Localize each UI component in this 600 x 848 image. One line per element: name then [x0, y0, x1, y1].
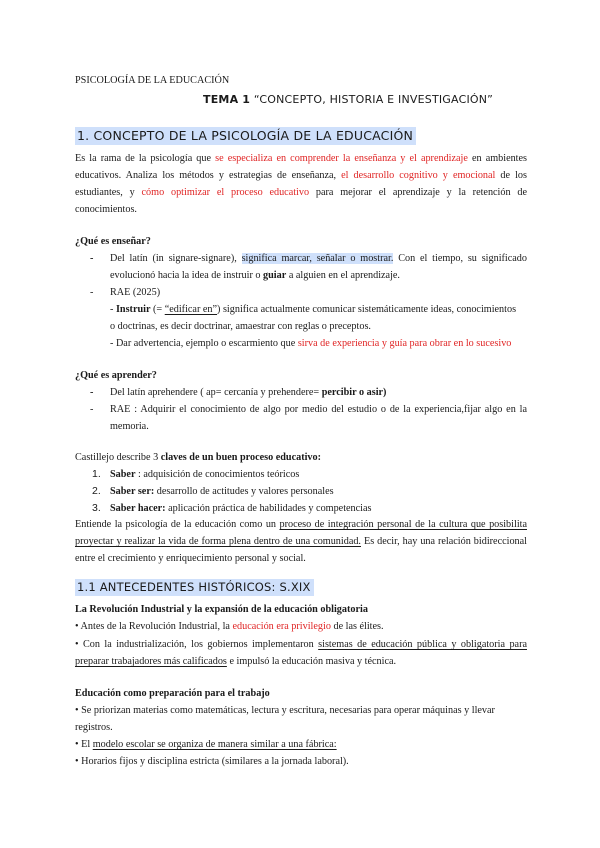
highlight-red: el desarrollo cognitivo y emocional	[341, 170, 496, 181]
intro-line-1	[75, 153, 527, 165]
rae-title: RAE (2025)	[110, 287, 161, 298]
underlined-text: sistemas de educación pública y obligatoria para	[318, 639, 527, 650]
text: ) significa actualmente comunicar sistemáticamente ideas, conocimientos	[217, 304, 517, 315]
text: -	[110, 304, 116, 315]
dash-bullet: -	[90, 253, 94, 264]
trabajo-bullet-1-line-1: • Se priorizan materias como matemáticas, lectura y escritura, necesarias para operar máquinas y llevar	[75, 705, 495, 716]
trabajo-bullet-2	[75, 739, 337, 751]
question-aprender: ¿Qué es aprender?	[75, 370, 157, 381]
revolution-title: La Revolución Industrial y la expansión de la educación obligatoria	[75, 604, 368, 615]
revolution-bullet-1	[75, 621, 384, 633]
text: : adquisición de conocimientos teóricos	[135, 469, 300, 480]
ensenar-bullet-1-line-1	[110, 253, 527, 265]
list-item-saber	[110, 469, 299, 481]
aprender-bullet-2-line-1: RAE : Adquirir el conocimiento de algo por medio del estudio o de la experiencia,fijar algo en la	[110, 404, 527, 415]
castillejo-para-line-2	[75, 536, 527, 548]
bold-text: Saber	[110, 469, 136, 480]
castillejo-para-line-3: entre el crecimiento y enriquecimiento personal y social.	[75, 553, 306, 564]
text: a alguien en el aprendizaje.	[286, 270, 400, 281]
text: para mejorar el aprendizaje y la retención de	[309, 187, 527, 198]
text: Castillejo describe 3	[75, 452, 161, 463]
list-item-saber-hacer	[110, 503, 371, 515]
dash-bullet: -	[90, 404, 94, 415]
highlight-red: se especializa en comprender la enseñanza y el aprendizaje	[215, 153, 468, 164]
text: desarrollo de actitudes y valores personales	[154, 486, 334, 497]
rae-line-3	[110, 338, 511, 350]
topic-label: TEMA 1	[203, 93, 251, 106]
intro-line-3	[75, 187, 527, 199]
section-1-heading: 1. CONCEPTO DE LA PSICOLOGÍA DE LA EDUCACIÓN	[75, 127, 416, 145]
dash-bullet: -	[90, 387, 94, 398]
rae-line-1	[110, 304, 516, 316]
text: evolucionó hacia la idea de instruir o	[110, 270, 264, 281]
ensenar-bullet-1-line-2	[110, 270, 400, 282]
text: educativos. Analiza los métodos y estrategias de enseñanza,	[75, 170, 342, 181]
intro-line-2	[75, 170, 527, 182]
intro-line-4: conocimientos.	[75, 204, 137, 215]
bold-text: guiar	[263, 270, 287, 281]
text: • Antes de la Revolución Industrial, la	[75, 621, 233, 632]
highlight-red: sirva de experiencia y guía para obrar en lo sucesivo	[297, 338, 512, 349]
text: • Con la industrialización, los gobiernos implementaron	[75, 639, 319, 650]
list-number: 1.	[92, 468, 101, 480]
rae-line-2: o doctrinas, es decir doctrinar, amaestrar con reglas o preceptos.	[110, 321, 371, 332]
topic-name: “CONCEPTO, HISTORIA E INVESTIGACIÓN”	[253, 93, 494, 106]
bold-text: claves de un buen proceso educativo:	[160, 452, 322, 463]
text: - Dar advertencia, ejemplo o escarmiento que	[110, 338, 298, 349]
trabajo-bullet-1-line-2: registros.	[75, 722, 113, 733]
topic-title	[203, 93, 493, 106]
text: Del latín (in signare-signare),	[110, 253, 242, 264]
bold-text: percibir o asir)	[321, 387, 387, 398]
aprender-bullet-2-line-2: memoria.	[110, 421, 149, 432]
list-item-saber-ser	[110, 486, 334, 498]
trabajo-title: Educación como preparación para el trabajo	[75, 688, 270, 699]
underlined-text: “edificar en”	[164, 304, 218, 315]
course-title: PSICOLOGÍA DE LA EDUCACIÓN	[75, 75, 230, 86]
underlined-text: modelo escolar se organiza de manera similar a una fábrica:	[92, 739, 337, 750]
text: Entiende la psicología de la educación como un	[75, 519, 280, 530]
bold-text: Saber ser:	[110, 486, 155, 497]
highlight-blue: significa marcar, señalar o mostrar.	[241, 253, 394, 264]
text: estudiantes, y	[75, 187, 142, 198]
text: de los	[495, 170, 527, 181]
revolution-bullet-2-line-2	[75, 656, 396, 668]
aprender-bullet-1	[110, 387, 386, 399]
text: aplicación práctica de habilidades y competencias	[165, 503, 372, 514]
text: en ambientes	[467, 153, 527, 164]
revolution-bullet-2-line-1	[75, 639, 527, 651]
castillejo-intro	[75, 452, 321, 464]
underlined-text: proyectar y realizar la vida de forma plena dentro de una comunidad.	[75, 536, 361, 547]
bold-text: Saber hacer:	[110, 503, 166, 514]
text: (=	[150, 304, 165, 315]
text: Con el tiempo, su significado	[393, 253, 527, 264]
trabajo-bullet-3: • Horarios fijos y disciplina estricta (similares a la jornada laboral).	[75, 756, 349, 767]
underlined-text: preparar trabajadores más calificados	[75, 656, 227, 667]
highlight-red: educación era privilegio	[232, 621, 331, 632]
text: Del latín aprehendere ( ap= cercanía y prehendere=	[110, 387, 322, 398]
text: e impulsó la educación masiva y técnica.	[226, 656, 397, 667]
text: de las élites.	[330, 621, 384, 632]
list-number: 2.	[92, 485, 101, 497]
list-number: 3.	[92, 502, 101, 514]
question-ensenar: ¿Qué es enseñar?	[75, 236, 151, 247]
bold-text: Instruir	[115, 304, 151, 315]
highlight-red: cómo optimizar el proceso educativo	[141, 187, 310, 198]
castillejo-para-line-1	[75, 519, 527, 531]
text: • El	[75, 739, 93, 750]
underlined-text: proceso de integración personal de la cultura que posibilita	[279, 519, 527, 530]
section-1-1-heading: 1.1 ANTECEDENTES HISTÓRICOS: S.XIX	[75, 579, 314, 596]
text: Es decir, hay una relación bidireccional	[360, 536, 527, 547]
text: Es la rama de la psicología que	[75, 153, 216, 164]
dash-bullet: -	[90, 287, 94, 298]
